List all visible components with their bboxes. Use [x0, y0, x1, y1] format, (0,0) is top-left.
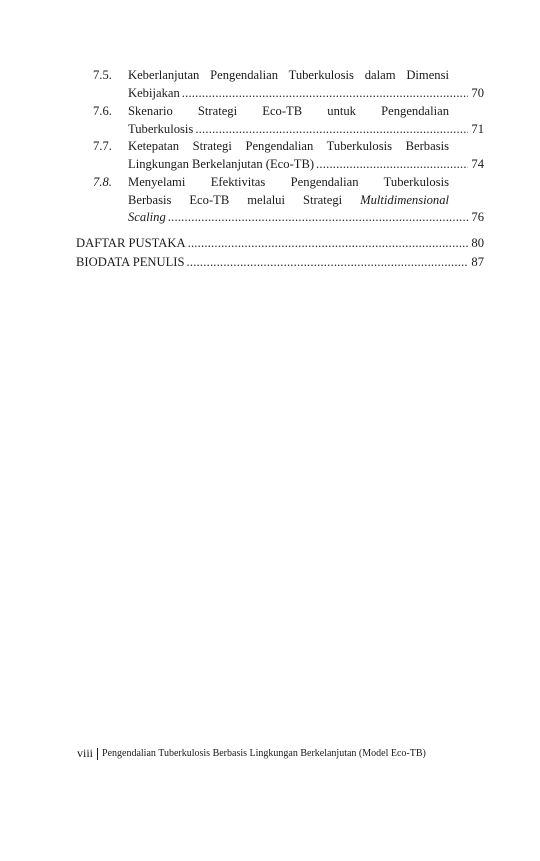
toc-entry-page: 87 — [471, 255, 484, 269]
toc-entry-title-last: Tuberkulosis — [128, 121, 194, 136]
toc-entry-number: 7.7. — [93, 139, 112, 153]
footer-divider — [97, 748, 98, 760]
toc-entry-title-last: Lingkungan Berkelanjutan (Eco-TB) — [128, 156, 315, 171]
toc-entry-title-line: Menyelami Efektivitas Pengendalian Tuberkulosis — [128, 175, 449, 189]
page-number: viii — [77, 746, 94, 760]
toc-entry-number: 7.6. — [93, 104, 112, 118]
toc-entry-title-last: Kebijakan — [128, 85, 180, 100]
toc-entry-title: BIODATA PENULIS — [76, 255, 185, 269]
toc-entry-number: 7.8. — [93, 175, 112, 189]
toc-entry-page: 80 — [471, 236, 484, 250]
page-footer — [77, 746, 426, 761]
dot-leader — [168, 209, 468, 227]
toc-entry-title-italic: Multidimensional — [360, 192, 449, 207]
dot-leader — [188, 235, 468, 253]
dot-leader — [182, 85, 468, 103]
toc-entry-title-line: Ketepatan Strategi Pengendalian Tuberkulosis Berbasis — [128, 139, 449, 153]
toc-entry-title-line: Keberlanjutan Pengendalian Tuberkulosis dalam Dimensi — [128, 68, 449, 82]
toc-entry-page: 70 — [471, 85, 484, 100]
running-title: Pengendalian Tuberkulosis Berbasis Lingkungan Berkelanjutan (Model Eco-TB) — [102, 748, 426, 759]
toc-entry-title: DAFTAR PUSTAKA — [76, 236, 186, 250]
toc-entry-title-line: Skenario Strategi Eco-TB untuk Pengendalian — [128, 104, 449, 118]
toc-entry-title-last: Scaling — [128, 210, 166, 225]
dot-leader — [195, 121, 468, 139]
dot-leader — [187, 254, 469, 272]
toc-entry-page: 76 — [471, 210, 484, 225]
dot-leader — [316, 156, 468, 174]
toc-entry-page: 71 — [471, 121, 484, 136]
toc-entry-title-line: Berbasis Eco-TB melalui Strategi Multidimensional — [128, 192, 449, 207]
toc-entry-page: 74 — [471, 156, 484, 171]
toc-entry-number: 7.5. — [93, 68, 112, 82]
